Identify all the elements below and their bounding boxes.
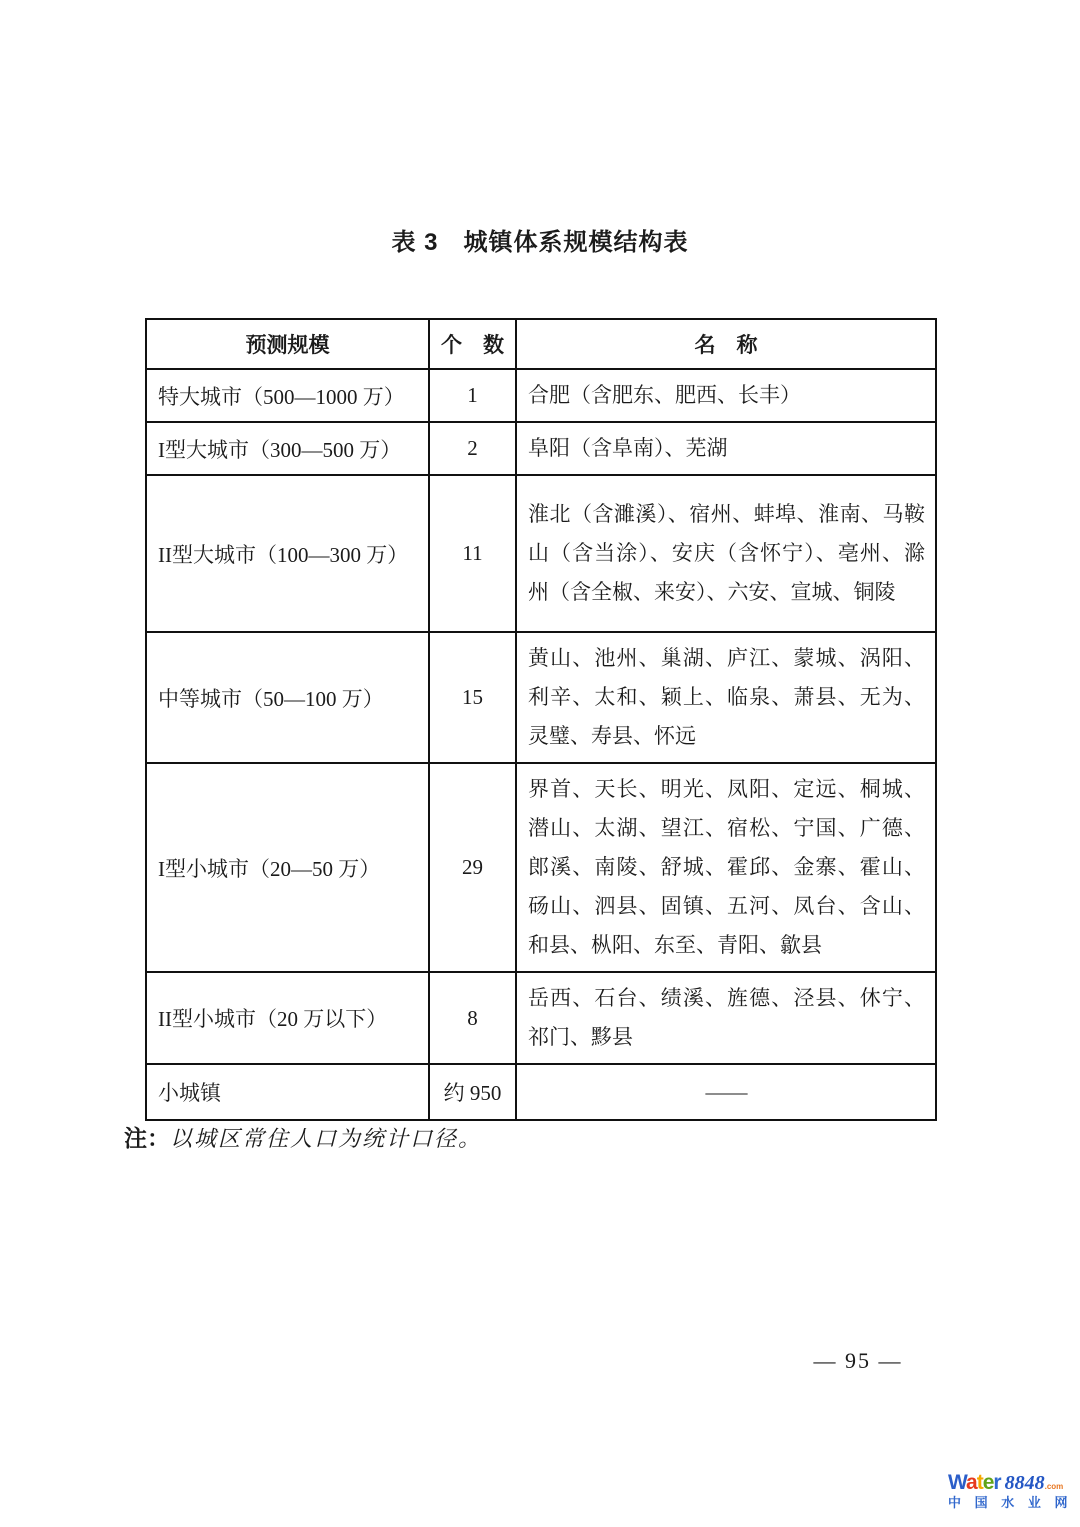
column-header-scale: 预测规模 bbox=[146, 319, 429, 369]
page-title: 表 3 城镇体系规模结构表 bbox=[391, 229, 689, 256]
cell-scale: 中等城市（50—100 万） bbox=[146, 632, 429, 763]
table-row bbox=[146, 369, 936, 422]
table-row bbox=[146, 1064, 936, 1120]
table-footnote bbox=[124, 1120, 482, 1153]
cell-scale: I型小城市（20—50 万） bbox=[146, 763, 429, 972]
page-number: — 95 — bbox=[813, 1348, 903, 1373]
cell-count: 2 bbox=[429, 422, 516, 475]
logo-number: 8848 bbox=[1004, 1472, 1045, 1494]
cell-count: 15 bbox=[429, 632, 516, 763]
cell-names: —— bbox=[516, 1064, 936, 1120]
cell-names: 岳西、石台、绩溪、旌德、泾县、休宁、祁门、黟县 bbox=[516, 972, 936, 1064]
cell-scale: I型大城市（300—500 万） bbox=[146, 422, 429, 475]
cell-count: 1 bbox=[429, 369, 516, 422]
table-header-row bbox=[146, 319, 936, 369]
cell-count: 约 950 bbox=[429, 1064, 516, 1120]
cell-scale: 小城镇 bbox=[146, 1064, 429, 1120]
brand-letter: e bbox=[982, 1471, 994, 1494]
table-row bbox=[146, 475, 936, 632]
cell-names: 淮北（含濉溪）、宿州、蚌埠、淮南、马鞍山（含当涂）、安庆（含怀宁）、亳州、滁州（含全椒、来安）、六安、宣城、铜陵 bbox=[516, 475, 936, 632]
footnote-label: 注： bbox=[124, 1125, 170, 1151]
table-row bbox=[146, 422, 936, 475]
table-row bbox=[146, 972, 936, 1064]
table-row bbox=[146, 763, 936, 972]
brand-letter: a bbox=[966, 1471, 977, 1494]
table-row bbox=[146, 632, 936, 763]
cell-count: 29 bbox=[429, 763, 516, 972]
brand-letter: t bbox=[976, 1471, 983, 1494]
column-header-count: 个 数 bbox=[429, 319, 516, 369]
cell-scale: II型大城市（100—300 万） bbox=[146, 475, 429, 632]
cell-names: 界首、天长、明光、凤阳、定远、桐城、潜山、太湖、望江、宿松、宁国、广德、郎溪、南陵、舒城、霍邱、金寨、霍山、砀山、泗县、固镇、五河、凤台、含山、和县、枞阳、东至、青阳、歙县 bbox=[516, 763, 936, 972]
logo-subtitle: 中 国 水 业 网 bbox=[948, 1495, 1073, 1510]
brand-letter: W bbox=[948, 1471, 967, 1494]
brand-letter: r bbox=[993, 1471, 1001, 1494]
footnote-text: 以城区常住人口为统计口径。 bbox=[170, 1126, 483, 1151]
logo-word-water bbox=[948, 1471, 1005, 1494]
logo-domain-suffix: .com bbox=[1044, 1482, 1064, 1491]
cell-scale: 特大城市（500—1000 万） bbox=[146, 369, 429, 422]
cell-count: 8 bbox=[429, 972, 516, 1064]
cell-names: 黄山、池州、巢湖、庐江、蒙城、涡阳、利辛、太和、颖上、临泉、萧县、无为、灵璧、寿县、怀远 bbox=[516, 632, 936, 763]
cell-count: 11 bbox=[429, 475, 516, 632]
column-header-name: 名 称 bbox=[516, 319, 936, 369]
water8848-logo bbox=[948, 1472, 1080, 1509]
cell-scale: II型小城市（20 万以下） bbox=[146, 972, 429, 1064]
logo-brand-line bbox=[948, 1472, 1080, 1493]
cell-names: 阜阳（含阜南）、芜湖 bbox=[516, 422, 936, 475]
urban-system-scale-table bbox=[145, 318, 937, 1121]
cell-names: 合肥（含肥东、肥西、长丰） bbox=[516, 369, 936, 422]
